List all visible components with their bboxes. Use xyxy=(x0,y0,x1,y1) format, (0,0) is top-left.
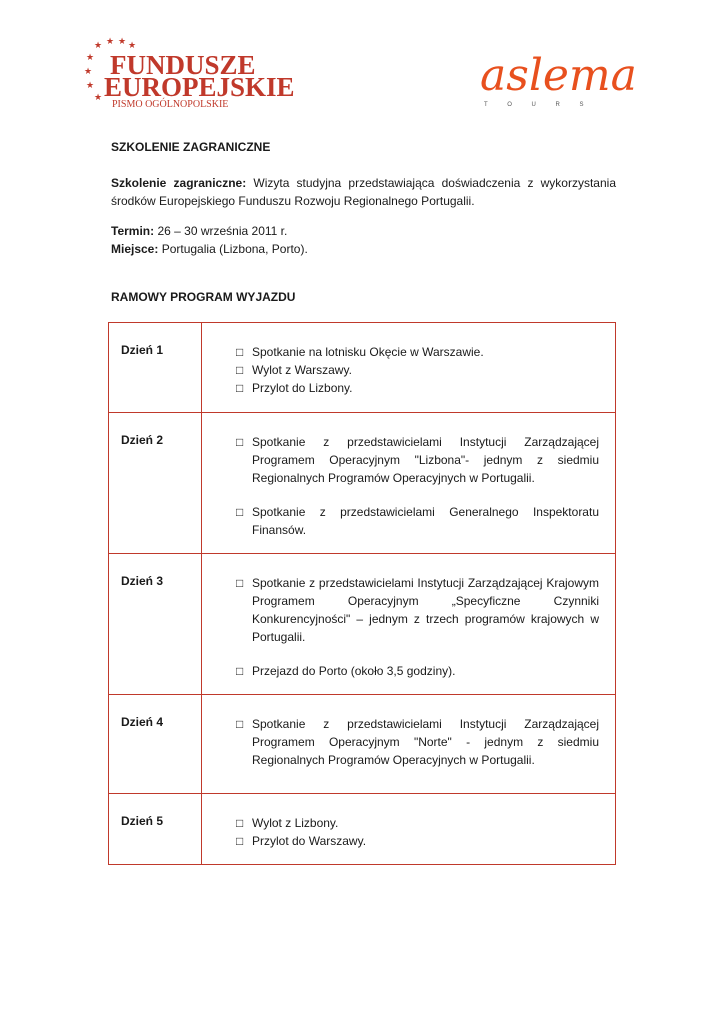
list-item xyxy=(236,814,599,832)
list-item-text: Spotkanie z przedstawicielami Instytucji Zarządzającej Programem Operacyjnym "Norte" - jednym z siedmiu Regionalnych Programów Operacyjnych w Portugalii. xyxy=(252,717,599,767)
intro-text: Wizyta studyjna przedstawiająca doświadczenia z wykorzystania środków Europejskiego Funduszu Rozwoju Regionalnego Portugalii. xyxy=(111,176,616,208)
day-label: Dzień 2 xyxy=(109,413,202,554)
list-item xyxy=(236,662,599,680)
checkbox-icon: □ xyxy=(236,816,244,830)
aslema-sub: T O U R S xyxy=(484,102,593,108)
list-item-text: Przylot do Warszawy. xyxy=(252,834,367,848)
list-item xyxy=(236,574,599,646)
intro-paragraph xyxy=(111,174,616,210)
checkbox-icon: □ xyxy=(236,345,244,359)
list-item-text: Wylot z Lizbony. xyxy=(252,816,339,830)
logo-line2: EUROPEJSKIE xyxy=(104,72,295,102)
list-item-text: Wylot z Warszawy. xyxy=(252,363,352,377)
svg-text:★: ★ xyxy=(128,40,137,50)
day-label: Dzień 5 xyxy=(109,794,202,865)
day-content xyxy=(202,323,616,413)
checkbox-icon: □ xyxy=(236,576,244,590)
day-content xyxy=(202,794,616,865)
list-item xyxy=(236,379,599,397)
list-item-text: Spotkanie z przedstawicielami Generalnego Inspektoratu Finansów. xyxy=(252,505,599,537)
termin-line xyxy=(111,222,616,240)
logo-line1: FUNDUSZE xyxy=(110,50,256,80)
aslema-logo xyxy=(478,44,638,110)
list-item xyxy=(236,715,599,769)
list-item-text: Spotkanie z przedstawicielami Instytucji Zarządzającej Krajowym Programem Operacyjnym „Specyficzne Czynniki Konkurencyjności" – jednym z trzech programów krajowych w Portugalii. xyxy=(252,576,599,644)
svg-text:★: ★ xyxy=(106,36,115,46)
day-label: Dzień 3 xyxy=(109,554,202,695)
checkbox-icon: □ xyxy=(236,363,244,377)
day-content xyxy=(202,695,616,794)
svg-text:★: ★ xyxy=(118,36,127,46)
miejsce-value: Portugalia (Lizbona, Porto). xyxy=(161,242,308,256)
table-row xyxy=(109,323,616,413)
intro-label: Szkolenie zagraniczne: xyxy=(111,176,247,190)
miejsce-label: Miejsce: xyxy=(111,242,159,256)
program-title: RAMOWY PROGRAM WYJAZDU xyxy=(111,290,296,304)
day-content xyxy=(202,554,616,695)
list-item-text: Przylot do Lizbony. xyxy=(252,381,353,395)
aslema-name: aslema xyxy=(480,50,637,101)
checkbox-icon: □ xyxy=(236,435,244,449)
list-item-text: Spotkanie z przedstawicielami Instytucji Zarządzającej Programem Operacyjnym "Lizbona"- jednym z siedmiu Regionalnych Programów Operacyjnych w Portugalii. xyxy=(252,435,599,485)
logo-line3: PISMO OGÓLNOPOLSKIE xyxy=(112,99,229,110)
list-item xyxy=(236,433,599,487)
list-item xyxy=(236,503,599,539)
checkbox-icon: □ xyxy=(236,717,244,731)
table-row xyxy=(109,695,616,794)
table-row xyxy=(109,554,616,695)
checkbox-icon: □ xyxy=(236,381,244,395)
list-item xyxy=(236,832,599,850)
svg-text:★: ★ xyxy=(84,66,93,76)
checkbox-icon: □ xyxy=(236,834,244,848)
termin-value: 26 – 30 września 2011 r. xyxy=(157,224,288,238)
miejsce-line xyxy=(111,240,616,258)
table-row xyxy=(109,413,616,554)
day-label: Dzień 1 xyxy=(109,323,202,413)
svg-text:★: ★ xyxy=(86,80,95,90)
svg-text:★: ★ xyxy=(94,40,103,50)
table-row xyxy=(109,794,616,865)
checkbox-icon: □ xyxy=(236,664,244,678)
svg-text:★: ★ xyxy=(86,52,95,62)
day-label: Dzień 4 xyxy=(109,695,202,794)
checkbox-icon: □ xyxy=(236,505,244,519)
page-heading: SZKOLENIE ZAGRANICZNE xyxy=(111,140,271,154)
termin-label: Termin: xyxy=(111,224,155,238)
list-item-text: Przejazd do Porto (około 3,5 godziny). xyxy=(252,664,456,678)
program-table xyxy=(108,322,616,865)
day-content xyxy=(202,413,616,554)
list-item xyxy=(236,343,599,361)
fundusze-europejskie-logo xyxy=(84,36,324,110)
svg-text:★: ★ xyxy=(94,92,103,102)
list-item xyxy=(236,361,599,379)
list-item-text: Spotkanie na lotnisku Okęcie w Warszawie. xyxy=(252,345,484,359)
